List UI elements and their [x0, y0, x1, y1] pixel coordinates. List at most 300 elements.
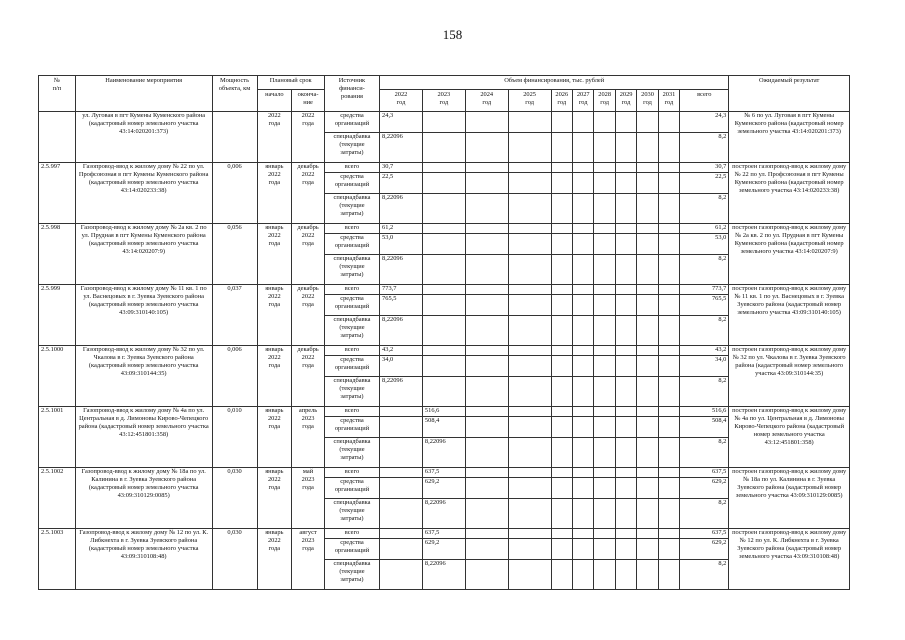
empty-cell	[658, 478, 679, 499]
empty-cell	[637, 478, 658, 499]
empty-cell	[594, 316, 615, 346]
header-year: 2028 год	[594, 90, 615, 112]
empty-cell	[508, 285, 551, 295]
empty-cell	[658, 560, 679, 590]
empty-cell	[465, 417, 508, 438]
empty-cell	[615, 438, 636, 468]
row-value-2023	[422, 224, 465, 234]
empty-cell	[465, 407, 508, 417]
header-year: 2023 год	[422, 90, 465, 112]
empty-cell	[658, 377, 679, 407]
row-value-total: 61,2	[680, 224, 729, 234]
row-value-2022: 61,2	[380, 224, 423, 234]
row-capacity: 0,030	[212, 468, 257, 529]
row-value-total: 629,2	[680, 539, 729, 560]
table-row	[39, 346, 850, 356]
header-financing: Объем финансирования, тыс. рублей	[380, 76, 729, 90]
row-value-2022: 773,7	[380, 285, 423, 295]
empty-cell	[551, 112, 572, 133]
empty-cell	[465, 224, 508, 234]
header-year: 2029 год	[615, 90, 636, 112]
empty-cell	[658, 468, 679, 478]
empty-cell	[572, 194, 593, 224]
empty-cell	[658, 438, 679, 468]
row-value-2022	[380, 529, 423, 539]
table-row	[39, 529, 850, 539]
empty-cell	[508, 529, 551, 539]
empty-cell	[615, 133, 636, 163]
empty-cell	[594, 346, 615, 356]
row-value-total: 8,2	[680, 316, 729, 346]
empty-cell	[551, 234, 572, 255]
row-value-2022: 8,22096	[380, 316, 423, 346]
empty-cell	[615, 529, 636, 539]
empty-cell	[465, 499, 508, 529]
empty-cell	[551, 438, 572, 468]
row-source: всего	[324, 468, 379, 478]
row-value-total: 508,4	[680, 417, 729, 438]
row-value-total: 8,2	[680, 499, 729, 529]
empty-cell	[572, 560, 593, 590]
empty-cell	[572, 295, 593, 316]
row-id: 2.5.999	[39, 285, 76, 346]
empty-cell	[594, 194, 615, 224]
row-capacity: 0,037	[212, 285, 257, 346]
row-source: средства организаций	[324, 478, 379, 499]
row-end: май 2023 года	[292, 468, 325, 529]
row-start: январь 2022 года	[257, 285, 292, 346]
empty-cell	[658, 346, 679, 356]
empty-cell	[594, 224, 615, 234]
row-value-2022	[380, 499, 423, 529]
empty-cell	[572, 499, 593, 529]
row-value-total: 773,7	[680, 285, 729, 295]
row-source: средства организаций	[324, 295, 379, 316]
empty-cell	[637, 316, 658, 346]
empty-cell	[551, 224, 572, 234]
row-result: построен газопровод-ввод к жилому дому № 2а кв. 2 по ул. Прудная в пгт Кумены Куменского района (кадастровый номер земельного участка 43:14:020207:9)	[729, 224, 850, 285]
empty-cell	[658, 417, 679, 438]
empty-cell	[658, 194, 679, 224]
empty-cell	[551, 539, 572, 560]
empty-cell	[637, 346, 658, 356]
header-source: Источник финанси- рования	[324, 76, 379, 112]
empty-cell	[551, 356, 572, 377]
header-result: Ожидаемый результат	[729, 76, 850, 112]
empty-cell	[508, 316, 551, 346]
empty-cell	[465, 173, 508, 194]
empty-cell	[508, 346, 551, 356]
empty-cell	[508, 163, 551, 173]
empty-cell	[572, 377, 593, 407]
header-schedule: Плановый срок	[257, 76, 324, 90]
empty-cell	[508, 407, 551, 417]
row-source: средства организаций	[324, 173, 379, 194]
empty-cell	[551, 377, 572, 407]
row-value-2022	[380, 478, 423, 499]
row-value-2022	[380, 468, 423, 478]
row-name: Газопровод-ввод к жилому дому № 12 по ул. К. Либкнехта в г. Зуевка Зуевского района (кадастровый номер земельного участка 43:09:310108:48)	[75, 529, 212, 590]
empty-cell	[465, 438, 508, 468]
row-value-total: 22,5	[680, 173, 729, 194]
empty-cell	[551, 478, 572, 499]
empty-cell	[465, 356, 508, 377]
row-value-2023	[422, 356, 465, 377]
row-source: всего	[324, 224, 379, 234]
row-source: всего	[324, 346, 379, 356]
header-year: 2024 год	[465, 90, 508, 112]
row-id: 2.5.1002	[39, 468, 76, 529]
empty-cell	[658, 316, 679, 346]
row-value-2022: 765,5	[380, 295, 423, 316]
empty-cell	[594, 478, 615, 499]
row-result: № 6 по ул. Луговая в пгт Кумены Куменского района (кадастровый номер земельного участка 43:14:020201:373)	[729, 112, 850, 163]
empty-cell	[615, 417, 636, 438]
empty-cell	[658, 255, 679, 285]
row-value-total: 24,3	[680, 112, 729, 133]
row-value-2023	[422, 377, 465, 407]
row-source: спецнадбавка (текущие затраты)	[324, 499, 379, 529]
row-id: 2.5.1001	[39, 407, 76, 468]
empty-cell	[551, 163, 572, 173]
empty-cell	[615, 255, 636, 285]
empty-cell	[508, 133, 551, 163]
row-source: спецнадбавка (текущие затраты)	[324, 377, 379, 407]
row-value-total: 516,6	[680, 407, 729, 417]
empty-cell	[551, 133, 572, 163]
empty-cell	[658, 285, 679, 295]
empty-cell	[615, 173, 636, 194]
row-value-total: 8,2	[680, 438, 729, 468]
row-id: 2.5.1003	[39, 529, 76, 590]
empty-cell	[551, 499, 572, 529]
empty-cell	[637, 377, 658, 407]
row-end: декабрь 2022 года	[292, 163, 325, 224]
empty-cell	[551, 285, 572, 295]
empty-cell	[551, 173, 572, 194]
row-start: 2022 года	[257, 112, 292, 163]
empty-cell	[572, 285, 593, 295]
row-id: 2.5.997	[39, 163, 76, 224]
row-id	[39, 112, 76, 163]
empty-cell	[572, 346, 593, 356]
empty-cell	[615, 194, 636, 224]
row-source: всего	[324, 285, 379, 295]
table-row	[39, 112, 850, 133]
empty-cell	[615, 407, 636, 417]
row-value-2022: 8,22096	[380, 133, 423, 163]
row-value-2023: 8,22096	[422, 499, 465, 529]
empty-cell	[637, 234, 658, 255]
empty-cell	[508, 234, 551, 255]
empty-cell	[465, 112, 508, 133]
empty-cell	[572, 173, 593, 194]
empty-cell	[465, 377, 508, 407]
row-value-2023	[422, 173, 465, 194]
row-value-2023	[422, 163, 465, 173]
table-row	[39, 407, 850, 417]
empty-cell	[594, 356, 615, 377]
empty-cell	[551, 346, 572, 356]
row-value-total: 765,5	[680, 295, 729, 316]
empty-cell	[465, 163, 508, 173]
header-year: 2030 год	[637, 90, 658, 112]
header-end: оконча- ние	[292, 90, 325, 112]
row-value-2023: 629,2	[422, 539, 465, 560]
empty-cell	[594, 255, 615, 285]
empty-cell	[658, 112, 679, 133]
empty-cell	[465, 316, 508, 346]
empty-cell	[637, 112, 658, 133]
empty-cell	[465, 478, 508, 499]
empty-cell	[551, 468, 572, 478]
empty-cell	[637, 356, 658, 377]
empty-cell	[465, 529, 508, 539]
empty-cell	[572, 529, 593, 539]
row-result: построен газопровод-ввод к жилому дому № 18а по ул. Калинина в г. Зуевка Зуевского района (кадастровый номер земельного участка 43:09:310129:0085)	[729, 468, 850, 529]
row-source: средства организаций	[324, 356, 379, 377]
row-source: всего	[324, 163, 379, 173]
empty-cell	[465, 194, 508, 224]
empty-cell	[508, 295, 551, 316]
row-value-total: 30,7	[680, 163, 729, 173]
row-source: спецнадбавка (текущие затраты)	[324, 133, 379, 163]
empty-cell	[658, 173, 679, 194]
empty-cell	[637, 499, 658, 529]
empty-cell	[637, 438, 658, 468]
empty-cell	[508, 173, 551, 194]
empty-cell	[508, 499, 551, 529]
empty-cell	[508, 112, 551, 133]
empty-cell	[658, 133, 679, 163]
empty-cell	[594, 295, 615, 316]
header-num: № п/п	[39, 76, 76, 112]
row-value-2023: 637,5	[422, 529, 465, 539]
row-start: январь 2022 года	[257, 163, 292, 224]
empty-cell	[615, 539, 636, 560]
empty-cell	[508, 478, 551, 499]
empty-cell	[572, 255, 593, 285]
row-value-2023	[422, 295, 465, 316]
row-value-total: 34,0	[680, 356, 729, 377]
empty-cell	[615, 356, 636, 377]
empty-cell	[594, 438, 615, 468]
table-row	[39, 285, 850, 295]
row-name: Газопровод-ввод к жилому дому № 11 кв. 1 по ул. Васнецовых в г. Зуевка Зуевского района (кадастровый номер земельного участка 43:09:310140:105)	[75, 285, 212, 346]
empty-cell	[658, 163, 679, 173]
row-capacity: 0,056	[212, 224, 257, 285]
row-source: спецнадбавка (текущие затраты)	[324, 194, 379, 224]
empty-cell	[615, 295, 636, 316]
table-row	[39, 468, 850, 478]
row-id: 2.5.1000	[39, 346, 76, 407]
empty-cell	[615, 163, 636, 173]
header-year: 2027 год	[572, 90, 593, 112]
row-value-total: 8,2	[680, 194, 729, 224]
empty-cell	[551, 194, 572, 224]
empty-cell	[594, 407, 615, 417]
row-value-2022: 22,5	[380, 173, 423, 194]
empty-cell	[465, 234, 508, 255]
empty-cell	[594, 529, 615, 539]
row-value-2023	[422, 133, 465, 163]
empty-cell	[658, 529, 679, 539]
empty-cell	[594, 112, 615, 133]
empty-cell	[465, 560, 508, 590]
row-value-total: 637,5	[680, 529, 729, 539]
row-end: апрель 2023 года	[292, 407, 325, 468]
empty-cell	[594, 539, 615, 560]
empty-cell	[594, 133, 615, 163]
empty-cell	[615, 224, 636, 234]
empty-cell	[637, 560, 658, 590]
empty-cell	[508, 356, 551, 377]
empty-cell	[508, 255, 551, 285]
row-value-total: 53,0	[680, 234, 729, 255]
empty-cell	[615, 499, 636, 529]
empty-cell	[637, 133, 658, 163]
empty-cell	[637, 163, 658, 173]
row-result: построен газопровод-ввод к жилому дому № 12 по ул. К. Либкнехта в г. Зуевка Зуевского района (кадастровый номер земельного участка 43:09:310108:48)	[729, 529, 850, 590]
row-source: средства организаций	[324, 112, 379, 133]
row-capacity: 0,006	[212, 163, 257, 224]
empty-cell	[508, 560, 551, 590]
empty-cell	[572, 234, 593, 255]
row-start: январь 2022 года	[257, 224, 292, 285]
empty-cell	[658, 295, 679, 316]
empty-cell	[615, 560, 636, 590]
empty-cell	[658, 499, 679, 529]
empty-cell	[615, 285, 636, 295]
row-source: спецнадбавка (текущие затраты)	[324, 438, 379, 468]
row-result: построен газопровод-ввод к жилому дому № 32 по ул. Чкалова в г. Зуевка Зуевского района (кадастровый номер земельного участка 43:09:310144:35)	[729, 346, 850, 407]
row-capacity	[212, 112, 257, 163]
row-value-total: 43,2	[680, 346, 729, 356]
empty-cell	[658, 356, 679, 377]
empty-cell	[637, 417, 658, 438]
row-name: Газопровод-ввод к жилому дому № 4а по ул. Центральная в д. Лимоновы Кирово-Чепецкого района (кадастровый номер земельного участка 43:12:451801:358)	[75, 407, 212, 468]
header-capacity: Мощность объекта, км	[212, 76, 257, 112]
empty-cell	[594, 377, 615, 407]
empty-cell	[594, 285, 615, 295]
header-year: 2025 год	[508, 90, 551, 112]
empty-cell	[551, 316, 572, 346]
row-value-total: 637,5	[680, 468, 729, 478]
row-value-2023	[422, 316, 465, 346]
row-name: ул. Луговая в пгт Кумены Куменского района (кадастровый номер земельного участка 43:14:020201:373)	[75, 112, 212, 163]
financing-table	[38, 75, 850, 590]
empty-cell	[465, 539, 508, 560]
row-value-2022: 24,3	[380, 112, 423, 133]
empty-cell	[508, 539, 551, 560]
row-name: Газопровод-ввод к жилому дому № 22 по ул. Профсоюзная в пгт Кумены Куменского района (кадастровый номер земельного участка 43:14:020233:38)	[75, 163, 212, 224]
empty-cell	[551, 417, 572, 438]
row-value-total: 8,2	[680, 560, 729, 590]
header-start: начало	[257, 90, 292, 112]
empty-cell	[572, 539, 593, 560]
empty-cell	[508, 438, 551, 468]
empty-cell	[572, 417, 593, 438]
row-end: декабрь 2022 года	[292, 285, 325, 346]
row-source: всего	[324, 529, 379, 539]
row-start: январь 2022 года	[257, 407, 292, 468]
row-result: построен газопровод-ввод к жилому дому № 11 кв. 1 по ул. Васнецовых в г. Зуевка Зуевского района (кадастровый номер земельного участка 43:09:310140:105)	[729, 285, 850, 346]
empty-cell	[615, 478, 636, 499]
row-value-2023	[422, 194, 465, 224]
empty-cell	[637, 224, 658, 234]
empty-cell	[572, 407, 593, 417]
empty-cell	[594, 468, 615, 478]
empty-cell	[658, 224, 679, 234]
empty-cell	[465, 133, 508, 163]
row-value-2023	[422, 346, 465, 356]
row-value-2023: 637,5	[422, 468, 465, 478]
empty-cell	[615, 346, 636, 356]
table-row	[39, 163, 850, 173]
header-year: 2022 год	[380, 90, 423, 112]
empty-cell	[615, 316, 636, 346]
row-value-2022	[380, 438, 423, 468]
row-capacity: 0,030	[212, 529, 257, 590]
empty-cell	[637, 285, 658, 295]
empty-cell	[658, 539, 679, 560]
row-value-2022: 8,22096	[380, 255, 423, 285]
empty-cell	[615, 377, 636, 407]
row-value-2022	[380, 539, 423, 560]
empty-cell	[465, 346, 508, 356]
row-source: спецнадбавка (текущие затраты)	[324, 316, 379, 346]
empty-cell	[637, 407, 658, 417]
row-value-2023	[422, 112, 465, 133]
empty-cell	[594, 234, 615, 255]
row-value-2022: 53,0	[380, 234, 423, 255]
empty-cell	[637, 529, 658, 539]
row-value-2022: 8,22096	[380, 194, 423, 224]
empty-cell	[594, 173, 615, 194]
row-value-2022	[380, 407, 423, 417]
row-value-2022: 43,2	[380, 346, 423, 356]
row-value-total: 629,2	[680, 478, 729, 499]
row-result: построен газопровод-ввод к жилому дому № 22 по ул. Профсоюзная в пгт Кумены Куменского района (кадастровый номер земельного участка 43:14:020233:38)	[729, 163, 850, 224]
row-capacity: 0,010	[212, 407, 257, 468]
row-value-2023: 516,6	[422, 407, 465, 417]
empty-cell	[615, 112, 636, 133]
header-year: 2026 год	[551, 90, 572, 112]
row-start: январь 2022 года	[257, 529, 292, 590]
empty-cell	[465, 295, 508, 316]
header-total: всего	[680, 90, 729, 112]
row-value-2022: 8,22096	[380, 377, 423, 407]
empty-cell	[594, 499, 615, 529]
empty-cell	[615, 234, 636, 255]
empty-cell	[572, 112, 593, 133]
row-value-2023	[422, 285, 465, 295]
empty-cell	[572, 163, 593, 173]
row-name: Газопровод-ввод к жилому дому № 2а кв. 2 по ул. Прудная в пгт Кумены Куменского района (кадастровый номер земельного участка 43:14:020207:9)	[75, 224, 212, 285]
empty-cell	[637, 255, 658, 285]
row-value-2023	[422, 255, 465, 285]
empty-cell	[594, 163, 615, 173]
empty-cell	[658, 407, 679, 417]
row-source: средства организаций	[324, 539, 379, 560]
empty-cell	[508, 417, 551, 438]
page-number: 158	[442, 27, 463, 42]
row-source: средства организаций	[324, 234, 379, 255]
row-value-2023	[422, 234, 465, 255]
row-value-2022: 30,7	[380, 163, 423, 173]
empty-cell	[572, 438, 593, 468]
empty-cell	[572, 316, 593, 346]
